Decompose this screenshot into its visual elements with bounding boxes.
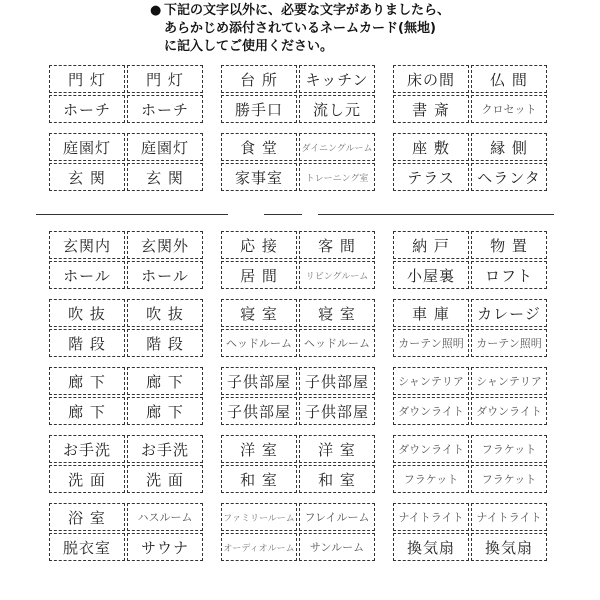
- name-card: シャンテリア: [471, 367, 547, 395]
- name-card: 洋 室: [221, 435, 297, 463]
- name-card: 吹 抜: [127, 299, 203, 327]
- name-card: 納 戸: [393, 231, 469, 259]
- name-card: シャンテリア: [393, 367, 469, 395]
- name-card: サウナ: [127, 533, 203, 561]
- name-card: ヘランタ: [471, 163, 547, 191]
- name-card: 床の間: [393, 65, 469, 93]
- name-card-sheet: [48, 64, 548, 570]
- card-block: [392, 298, 548, 358]
- name-card: 階 段: [49, 329, 125, 357]
- card-block: [48, 366, 204, 426]
- name-card: 和 室: [221, 465, 297, 493]
- divider-line: [36, 214, 228, 215]
- card-block: [392, 366, 548, 426]
- name-card: ファミリールーム: [221, 503, 297, 531]
- name-card: 子供部屋: [221, 397, 297, 425]
- name-card: ホーチ: [127, 95, 203, 123]
- name-card: ホール: [127, 261, 203, 289]
- name-card: 仏 間: [471, 65, 547, 93]
- name-card: 廊 下: [127, 397, 203, 425]
- name-card: フラケット: [471, 435, 547, 463]
- card-row: [48, 132, 548, 192]
- name-card: フラケット: [393, 465, 469, 493]
- name-card: サンルーム: [299, 533, 375, 561]
- name-card: ハスルーム: [127, 503, 203, 531]
- name-card: 脱衣室: [49, 533, 125, 561]
- name-card: ヘッドルーム: [299, 329, 375, 357]
- name-card: 換気扇: [471, 533, 547, 561]
- section-divider: [48, 200, 548, 230]
- card-block: [48, 230, 204, 290]
- name-card: 廊 下: [49, 397, 125, 425]
- card-block: [220, 132, 376, 192]
- name-card: カレージ: [471, 299, 547, 327]
- name-card: カーテン照明: [471, 329, 547, 357]
- card-row: [48, 502, 548, 562]
- name-card: トレーニング室: [299, 163, 375, 191]
- name-card: 洗 面: [127, 465, 203, 493]
- name-card: 書 斎: [393, 95, 469, 123]
- name-card: 庭園灯: [49, 133, 125, 161]
- name-card: 吹 抜: [49, 299, 125, 327]
- divider-line: [264, 214, 302, 215]
- name-card: 寝 室: [221, 299, 297, 327]
- card-block: [392, 132, 548, 192]
- name-card: 廊 下: [127, 367, 203, 395]
- name-card: 庭園灯: [127, 133, 203, 161]
- card-block: [48, 434, 204, 494]
- name-card: 換気扇: [393, 533, 469, 561]
- name-card: 流し元: [299, 95, 375, 123]
- instruction-line-3: に記入してご使用ください。: [164, 39, 334, 54]
- bullet-icon: ●: [150, 3, 162, 18]
- name-card: 子供部屋: [299, 367, 375, 395]
- name-card: 玄 関: [127, 163, 203, 191]
- name-card: キッチン: [299, 65, 375, 93]
- name-card: 玄関内: [49, 231, 125, 259]
- name-card: 子供部屋: [299, 397, 375, 425]
- name-card: ホール: [49, 261, 125, 289]
- name-card: 応 接: [221, 231, 297, 259]
- name-card: クロセット: [471, 95, 547, 123]
- name-card: ダウンライト: [393, 397, 469, 425]
- card-block: [220, 230, 376, 290]
- name-card: 小屋裏: [393, 261, 469, 289]
- name-card: テラス: [393, 163, 469, 191]
- name-card: 洋 室: [299, 435, 375, 463]
- card-block: [392, 64, 548, 124]
- card-block: [220, 434, 376, 494]
- card-row: [48, 230, 548, 290]
- name-card: 客 間: [299, 231, 375, 259]
- name-card: 和 室: [299, 465, 375, 493]
- card-row: [48, 64, 548, 124]
- name-card: ダウンライト: [393, 435, 469, 463]
- name-card: 玄関外: [127, 231, 203, 259]
- name-card: 食 堂: [221, 133, 297, 161]
- card-block: [48, 64, 204, 124]
- name-card: 浴 室: [49, 503, 125, 531]
- name-card: ナイトライト: [471, 503, 547, 531]
- card-block: [220, 366, 376, 426]
- name-card: ヘッドルーム: [221, 329, 297, 357]
- name-card: 家事室: [221, 163, 297, 191]
- name-card: 勝手口: [221, 95, 297, 123]
- name-card: ダウンライト: [471, 397, 547, 425]
- name-card: お手洗: [49, 435, 125, 463]
- divider-line: [318, 214, 554, 215]
- name-card: カーテン照明: [393, 329, 469, 357]
- card-block: [392, 502, 548, 562]
- name-card: ナイトライト: [393, 503, 469, 531]
- card-block: [392, 230, 548, 290]
- name-card: 洗 面: [49, 465, 125, 493]
- name-card: 座 敷: [393, 133, 469, 161]
- name-card: ダイニングルーム: [299, 133, 375, 161]
- name-card: ロフト: [471, 261, 547, 289]
- instruction-header: [150, 2, 450, 56]
- instruction-line-2: あらかじめ添付されているネームカード(無地): [164, 21, 436, 36]
- card-block: [48, 502, 204, 562]
- name-card: 車 庫: [393, 299, 469, 327]
- name-card: 縁 側: [471, 133, 547, 161]
- name-card: 物 置: [471, 231, 547, 259]
- name-card: 廊 下: [49, 367, 125, 395]
- card-row: [48, 366, 548, 426]
- name-card: 門 灯: [127, 65, 203, 93]
- card-block: [48, 298, 204, 358]
- name-card: ホーチ: [49, 95, 125, 123]
- name-card: 寝 室: [299, 299, 375, 327]
- name-card: 玄 関: [49, 163, 125, 191]
- name-card: オーディオルーム: [221, 533, 297, 561]
- instruction-line-1: ● 下記の文字以外に、必要な文字がありましたら、: [150, 3, 451, 18]
- card-block: [392, 434, 548, 494]
- card-row: [48, 434, 548, 494]
- card-block: [220, 64, 376, 124]
- card-block: [220, 298, 376, 358]
- card-row: [48, 298, 548, 358]
- card-block: [48, 132, 204, 192]
- name-card: リビングルーム: [299, 261, 375, 289]
- name-card: フレイルーム: [299, 503, 375, 531]
- name-card: お手洗: [127, 435, 203, 463]
- name-card: 子供部屋: [221, 367, 297, 395]
- name-card: 居 間: [221, 261, 297, 289]
- name-card: 門 灯: [49, 65, 125, 93]
- card-block: [220, 502, 376, 562]
- name-card: 階 段: [127, 329, 203, 357]
- name-card: 台 所: [221, 65, 297, 93]
- name-card: フラケット: [471, 465, 547, 493]
